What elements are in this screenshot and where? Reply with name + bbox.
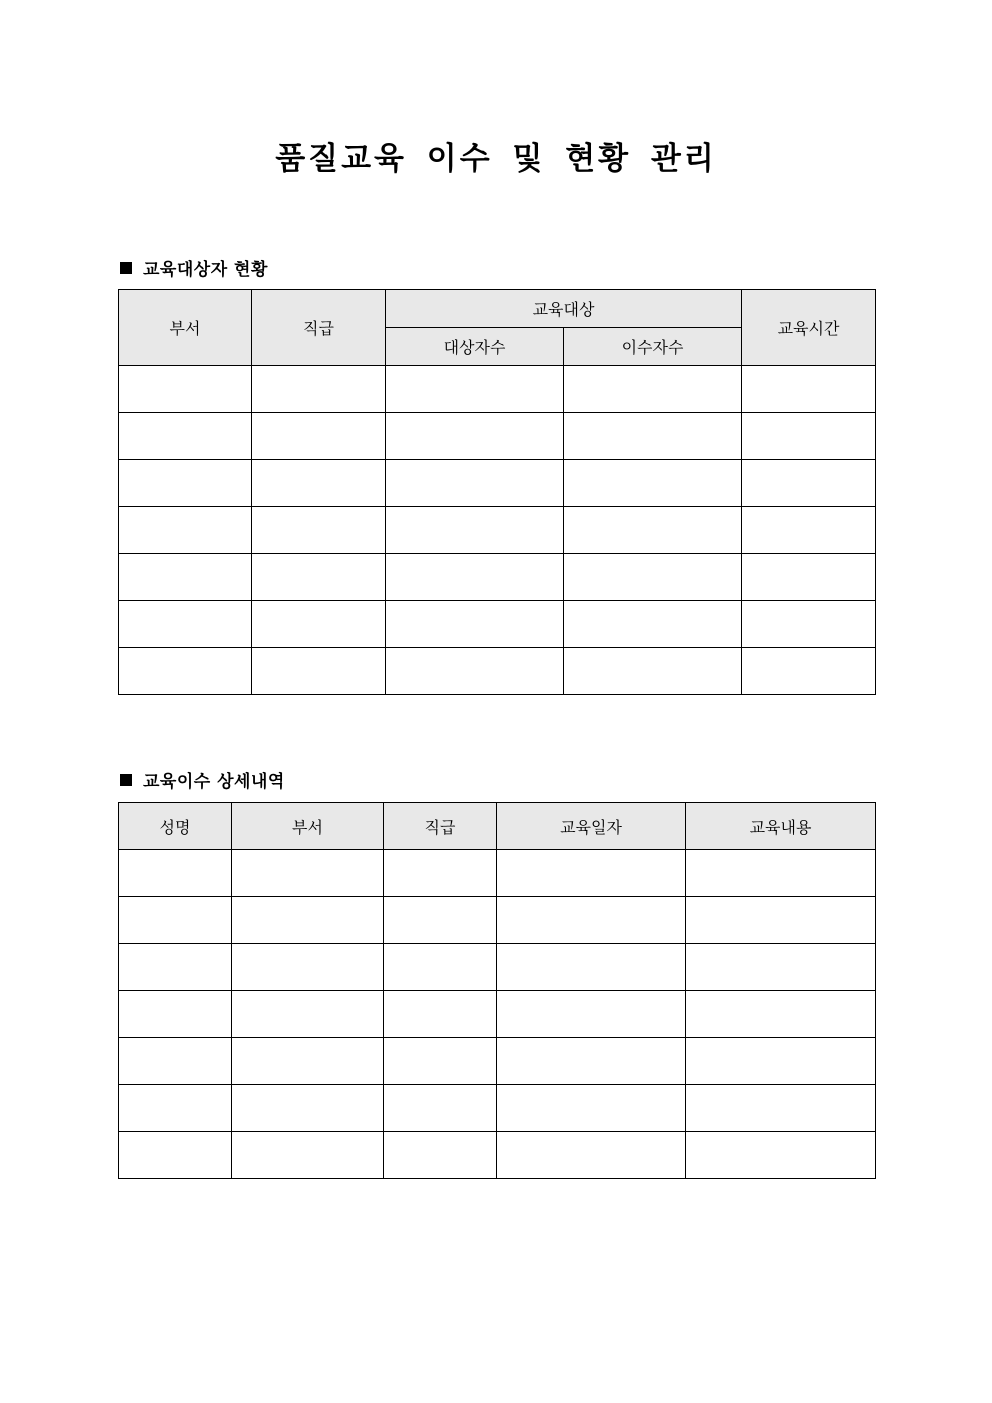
- rank-cell[interactable]: [252, 601, 386, 648]
- completed-count-cell[interactable]: [564, 413, 742, 460]
- rank-cell[interactable]: [384, 944, 497, 991]
- rank-cell[interactable]: [252, 554, 386, 601]
- target-count-cell[interactable]: [386, 366, 564, 413]
- content-cell[interactable]: [686, 1038, 876, 1085]
- header-completed-count: 이수자수: [564, 328, 742, 366]
- table-row: [119, 648, 876, 695]
- name-cell[interactable]: [119, 1038, 232, 1085]
- dept-cell[interactable]: [232, 1132, 384, 1179]
- rank-cell[interactable]: [384, 897, 497, 944]
- name-cell[interactable]: [119, 897, 232, 944]
- table-row: [119, 601, 876, 648]
- table-row: [119, 1132, 876, 1179]
- rank-cell[interactable]: [252, 507, 386, 554]
- header-hours: 교육시간: [742, 290, 876, 366]
- dept-cell[interactable]: [232, 1038, 384, 1085]
- rank-cell[interactable]: [384, 1085, 497, 1132]
- table-row: [119, 460, 876, 507]
- dept-cell[interactable]: [119, 413, 252, 460]
- hours-cell[interactable]: [742, 507, 876, 554]
- dept-cell[interactable]: [232, 897, 384, 944]
- completed-count-cell[interactable]: [564, 507, 742, 554]
- training-detail-table: [118, 802, 876, 1179]
- section-heading-targets: [120, 255, 268, 280]
- completed-count-cell[interactable]: [564, 366, 742, 413]
- hours-cell[interactable]: [742, 366, 876, 413]
- dept-cell[interactable]: [232, 944, 384, 991]
- table-row: [119, 944, 876, 991]
- section-heading-label: 교육대상자 현황: [143, 260, 268, 280]
- dept-cell[interactable]: [232, 850, 384, 897]
- header-rank: 직급: [384, 803, 497, 850]
- rank-cell[interactable]: [384, 850, 497, 897]
- date-cell[interactable]: [497, 897, 686, 944]
- section-heading-label: 교육이수 상세내역: [143, 772, 285, 792]
- completed-count-cell[interactable]: [564, 554, 742, 601]
- dept-cell[interactable]: [119, 507, 252, 554]
- table-row: [119, 1085, 876, 1132]
- dept-cell[interactable]: [119, 601, 252, 648]
- table-row: [119, 1038, 876, 1085]
- hours-cell[interactable]: [742, 413, 876, 460]
- hours-cell[interactable]: [742, 601, 876, 648]
- hours-cell[interactable]: [742, 460, 876, 507]
- target-count-cell[interactable]: [386, 648, 564, 695]
- completed-count-cell[interactable]: [564, 460, 742, 507]
- name-cell[interactable]: [119, 991, 232, 1038]
- content-cell[interactable]: [686, 991, 876, 1038]
- rank-cell[interactable]: [384, 1132, 497, 1179]
- dept-cell[interactable]: [232, 1085, 384, 1132]
- header-dept: 부서: [232, 803, 384, 850]
- rank-cell[interactable]: [384, 1038, 497, 1085]
- dept-cell[interactable]: [232, 991, 384, 1038]
- table-row: [119, 554, 876, 601]
- target-count-cell[interactable]: [386, 507, 564, 554]
- header-name: 성명: [119, 803, 232, 850]
- training-target-table: [118, 289, 876, 695]
- square-bullet-icon: [120, 774, 132, 786]
- date-cell[interactable]: [497, 1085, 686, 1132]
- name-cell[interactable]: [119, 944, 232, 991]
- completed-count-cell[interactable]: [564, 601, 742, 648]
- date-cell[interactable]: [497, 944, 686, 991]
- rank-cell[interactable]: [252, 648, 386, 695]
- table-row: [119, 413, 876, 460]
- rank-cell[interactable]: [384, 991, 497, 1038]
- content-cell[interactable]: [686, 1132, 876, 1179]
- name-cell[interactable]: [119, 1132, 232, 1179]
- section-heading-details: [120, 767, 285, 792]
- table-row: [119, 850, 876, 897]
- table-row: [119, 897, 876, 944]
- content-cell[interactable]: [686, 897, 876, 944]
- dept-cell[interactable]: [119, 648, 252, 695]
- header-target-count: 대상자수: [386, 328, 564, 366]
- header-dept: 부서: [119, 290, 252, 366]
- content-cell[interactable]: [686, 1085, 876, 1132]
- table-row: [119, 991, 876, 1038]
- page-title: 품질교육 이수 및 현황 관리: [275, 141, 717, 177]
- content-cell[interactable]: [686, 944, 876, 991]
- date-cell[interactable]: [497, 850, 686, 897]
- hours-cell[interactable]: [742, 648, 876, 695]
- name-cell[interactable]: [119, 1085, 232, 1132]
- table-row: [119, 366, 876, 413]
- target-count-cell[interactable]: [386, 413, 564, 460]
- header-date: 교육일자: [497, 803, 686, 850]
- dept-cell[interactable]: [119, 554, 252, 601]
- square-bullet-icon: [120, 262, 132, 274]
- completed-count-cell[interactable]: [564, 648, 742, 695]
- header-rank: 직급: [252, 290, 386, 366]
- rank-cell[interactable]: [252, 413, 386, 460]
- name-cell[interactable]: [119, 850, 232, 897]
- dept-cell[interactable]: [119, 366, 252, 413]
- date-cell[interactable]: [497, 1132, 686, 1179]
- date-cell[interactable]: [497, 991, 686, 1038]
- content-cell[interactable]: [686, 850, 876, 897]
- rank-cell[interactable]: [252, 366, 386, 413]
- header-content: 교육내용: [686, 803, 876, 850]
- header-target-group: 교육대상: [386, 290, 742, 328]
- target-count-cell[interactable]: [386, 554, 564, 601]
- target-count-cell[interactable]: [386, 460, 564, 507]
- rank-cell[interactable]: [252, 460, 386, 507]
- date-cell[interactable]: [497, 1038, 686, 1085]
- dept-cell[interactable]: [119, 460, 252, 507]
- table-row: [119, 507, 876, 554]
- target-count-cell[interactable]: [386, 601, 564, 648]
- hours-cell[interactable]: [742, 554, 876, 601]
